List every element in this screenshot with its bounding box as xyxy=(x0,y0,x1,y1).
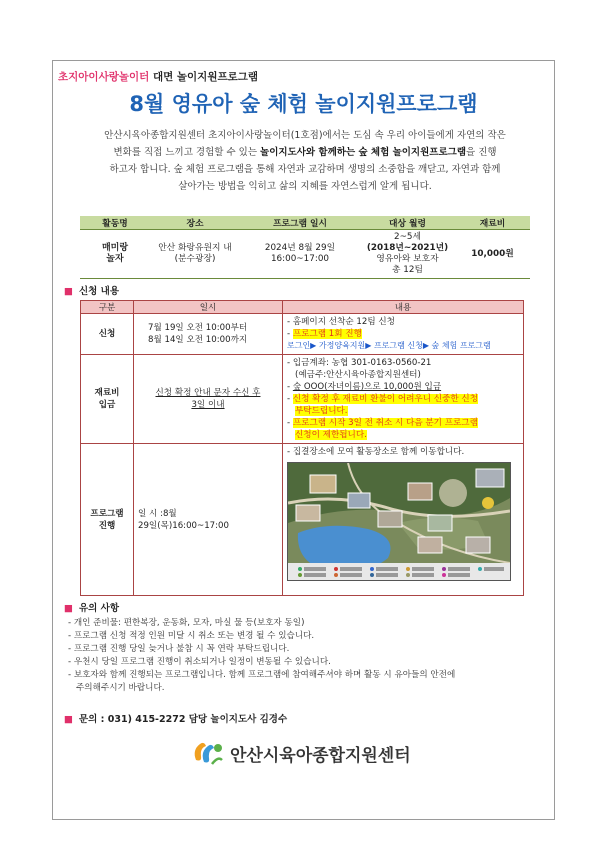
summary-table xyxy=(80,216,530,279)
detail-header: 내용 xyxy=(283,301,524,314)
row-label-signup: 신청 xyxy=(81,314,134,355)
content-line: - 홈페이지 선착순 12팀 신청 xyxy=(287,317,395,327)
activity-line: 놀자 xyxy=(106,254,124,264)
program-type: 대면 놀이지원프로그램 xyxy=(152,71,259,83)
note-item: - 프로그램 진행 당일 늦거나 불참 시 꼭 연락 부탁드립니다. xyxy=(68,644,290,654)
note-item: - 우천시 당일 프로그램 진행이 취소되거나 일정이 변동될 수 있습니다. xyxy=(68,657,331,667)
square-bullet-icon: ■ xyxy=(64,603,73,614)
activity-name xyxy=(80,230,150,279)
target-line: 2~5세 xyxy=(393,232,422,242)
target-cell xyxy=(360,230,455,279)
signup-path-link[interactable]: 로그인▶ 가정양육지원▶ 프로그램 신청▶ 숲 체험 프로그램 xyxy=(287,341,491,350)
target-line: (2018년~2021년) xyxy=(366,243,449,253)
content-line: - 집결장소에 모여 활동장소로 함께 이동합니다. xyxy=(287,447,465,457)
content-line: - 입금계좌: 농협 301-0163-0560-21 xyxy=(287,358,432,368)
warning-text: 프로그램 시작 3일 전 취소 시 다음 분기 프로그램 xyxy=(292,418,478,428)
intro-text: 변화를 직접 느끼고 경험할 수 있는 xyxy=(113,147,261,158)
center-name: 안산시육아종합지원센터 xyxy=(230,745,411,766)
detail-header: 구분 xyxy=(81,301,134,314)
date-line: 3일 이내 xyxy=(191,400,225,410)
content-line: - 신청 확정 후 재료비 환불이 어려우니 신중한 신청 xyxy=(287,394,478,404)
label-line: 재료비 xyxy=(94,388,120,398)
row-label-fee xyxy=(81,355,134,444)
note-item: 주의해주시기 바랍니다. xyxy=(76,683,165,693)
warning-text: 부탁드립니다. xyxy=(295,406,348,416)
square-bullet-icon: ■ xyxy=(64,286,73,297)
target-line: 총 12팀 xyxy=(392,265,423,275)
signup-content xyxy=(283,314,524,355)
center-logo-icon xyxy=(190,738,224,768)
warning-text: 신청 확정 후 재료비 환불이 어려우니 신중한 신청 xyxy=(292,394,478,404)
label-line: 프로그램 xyxy=(90,508,124,519)
label-line: 진행 xyxy=(98,520,116,531)
program-content xyxy=(283,444,524,596)
content-line xyxy=(287,429,519,441)
summary-header: 프로그램 일시 xyxy=(240,216,360,230)
park-map-illustration xyxy=(288,463,510,580)
place-line: 안산 화랑유원지 내 xyxy=(158,243,232,253)
label-line: 입금 xyxy=(98,400,116,410)
park-map-image xyxy=(287,462,511,581)
highlight-text: 프로그램 1회 진행 xyxy=(292,329,362,339)
date-line: 7월 19일 오전 10:00부터 xyxy=(148,323,248,333)
notes-section-title xyxy=(64,600,119,614)
org-label: 초지아이사랑놀이터 xyxy=(58,71,150,83)
fee-dates xyxy=(134,355,283,444)
signup-dates xyxy=(134,314,283,355)
notes-list xyxy=(68,617,548,695)
fee-content xyxy=(283,355,524,444)
datetime-cell xyxy=(240,230,360,279)
content-line xyxy=(287,405,519,417)
activity-line: 매미랑 xyxy=(101,243,129,253)
intro-emphasis: 놀이지도사와 함께하는 숲 체험 놀이지원프로그램 xyxy=(260,147,466,158)
row-label-program xyxy=(81,444,134,596)
content-line: (예금주:안산시육아종합지원센터) xyxy=(295,370,421,380)
note-item: - 개인 준비물: 편한복장, 운동화, 모자, 마실 물 등(보호자 동일) xyxy=(68,618,305,628)
target-line: 영유아와 보호자 xyxy=(376,254,439,264)
summary-header: 대상 월령 xyxy=(360,216,455,230)
intro-paragraph xyxy=(70,127,540,195)
name-rule-text: 숲 OOO(자녀이름)으로 10,000원 입금 xyxy=(292,382,442,392)
intro-line: 살아가는 방법을 익히고 삶의 지혜를 자연스럽게 알게 됩니다. xyxy=(178,181,432,192)
content-line: - 숲 OOO(자녀이름)으로 10,000원 입금 xyxy=(287,382,442,392)
fee-cell: 10,000원 xyxy=(455,230,530,279)
place-line: (분수광장) xyxy=(174,254,216,264)
summary-header: 활동명 xyxy=(80,216,150,230)
contact-info xyxy=(64,711,287,725)
date-line: 8월 14일 오전 10:00까지 xyxy=(148,335,248,345)
datetime-line: 16:00~17:00 xyxy=(270,254,330,264)
program-dates xyxy=(134,444,283,596)
contact-text: 문의 : 031) 415-2272 담당 놀이지도사 김경수 xyxy=(78,714,288,725)
apply-detail-table xyxy=(80,300,524,596)
apply-section-title xyxy=(64,283,119,297)
square-bullet-icon: ■ xyxy=(64,714,73,725)
center-logo xyxy=(190,738,411,768)
summary-header: 재료비 xyxy=(455,216,530,230)
datetime-line: 2024년 8월 29일 xyxy=(264,243,336,253)
date-line: 29일(목)16:00~17:00 xyxy=(138,520,229,531)
intro-line: 하고자 합니다. 숲 체험 프로그램을 통해 자연과 교감하며 생명의 소중함을 깨닫고, 자연과 함께 xyxy=(109,164,501,175)
section-title-text: 유의 사항 xyxy=(78,603,119,614)
content-line: - 프로그램 1회 진행 xyxy=(287,329,362,339)
summary-header: 장소 xyxy=(150,216,240,230)
note-item: - 프로그램 신청 적정 인원 미달 시 취소 또는 변경 될 수 있습니다. xyxy=(68,631,315,641)
content-line: - 프로그램 시작 3일 전 취소 시 다음 분기 프로그램 xyxy=(287,418,478,428)
date-line: 신청 확정 안내 문자 수신 후 xyxy=(155,388,261,398)
intro-text: 을 진행 xyxy=(466,147,497,158)
page-title: 8월 영유아 숲 체험 놀이지원프로그램 xyxy=(129,92,478,116)
detail-header: 일시 xyxy=(134,301,283,314)
intro-line xyxy=(70,144,540,161)
note-item: - 보호자와 함께 진행되는 프로그램입니다. 함께 프로그램에 참여해주셔야 하며 활동 시 유아들의 안전에 xyxy=(68,670,456,680)
section-title-text: 신청 내용 xyxy=(78,286,119,297)
warning-text: 신청이 제한됩니다. xyxy=(295,430,367,440)
program-label xyxy=(58,69,258,84)
place-cell xyxy=(150,230,240,279)
intro-line: 안산시육아종합지원센터 초지아이사랑놀이터(1호점)에서는 도심 속 우리 아이들에게 자연의 작은 xyxy=(104,130,506,141)
date-line: 일 시 :8월 xyxy=(138,508,177,519)
